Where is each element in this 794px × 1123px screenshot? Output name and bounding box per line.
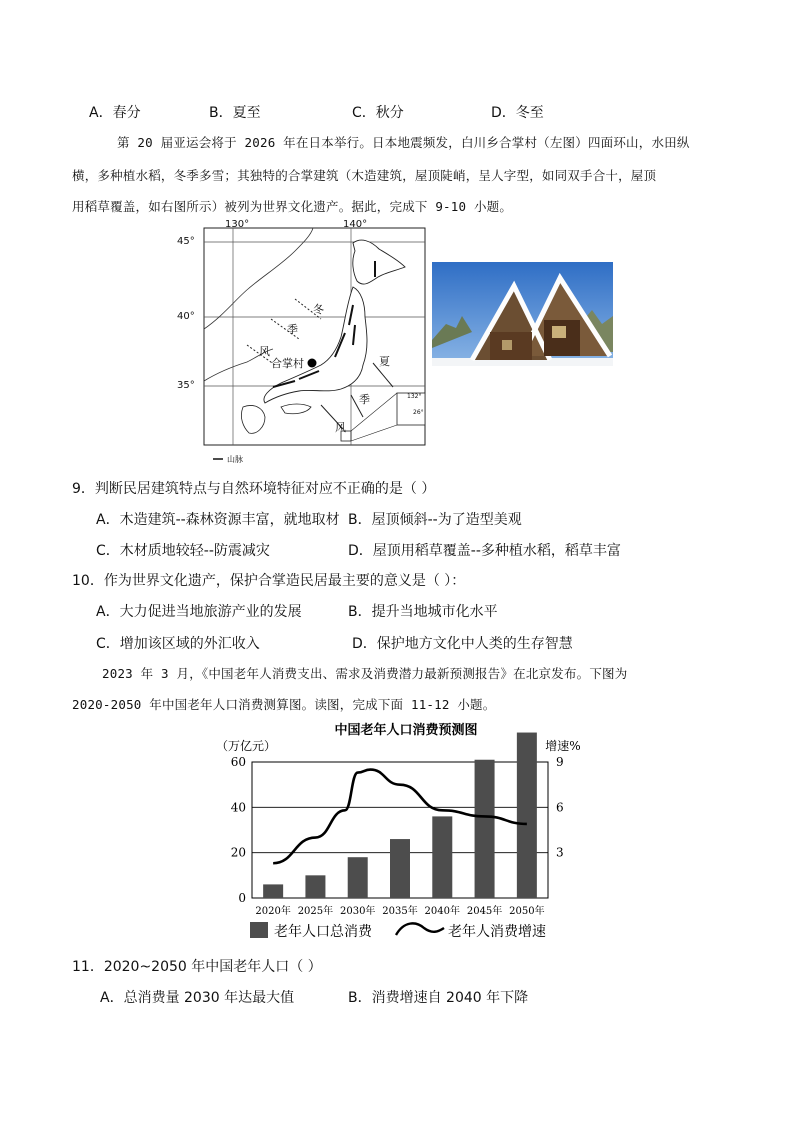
- hokkaido: [353, 240, 405, 284]
- x-tick-label: 2035年: [382, 906, 418, 917]
- legend-bar-swatch: [250, 922, 268, 938]
- legend-mountain-label: 山脉: [227, 455, 243, 464]
- y-axis-right-label: 增速%: [545, 739, 581, 753]
- x-tick-label: 2040年: [424, 906, 461, 917]
- q9-option-c: C．木材质地较轻--防震减灾: [96, 543, 270, 559]
- intro-9-10-line-3: 用稻草覆盖，如右图所示）被列为世界文化遗产。据此，完成下 9-10 小题。: [72, 199, 513, 214]
- q9-stem: 9．判断民居建筑特点与自然环境特征对应不正确的是（ ）: [72, 481, 436, 497]
- summer-label-3: 风: [335, 421, 346, 434]
- q8-option-d: D．冬至: [491, 105, 544, 121]
- q10-option-c: C．增加该区域的外汇收入: [96, 636, 260, 652]
- q10-option-d: D．保护地方文化中人类的生存智慧: [352, 636, 573, 652]
- village-marker: [308, 359, 317, 368]
- q9-option-d: D．屋顶用稻草覆盖--多种植水稻，稻草丰富: [348, 543, 621, 559]
- y-right-tick-label: 6: [556, 800, 564, 815]
- q8-option-c: C．秋分: [352, 105, 404, 121]
- village-label: 合掌村: [271, 357, 304, 370]
- inset-lon-label: 132°: [407, 393, 422, 400]
- continent-coast: [204, 228, 313, 329]
- lat-35-label: 35°: [177, 380, 195, 391]
- gassho-house-photo: [432, 262, 613, 386]
- y-axis-left-label: （万亿元）: [215, 739, 277, 753]
- lat-40-label: 40°: [177, 311, 195, 322]
- q9-option-a: A．木造建筑--森林资源丰富，就地取材: [96, 512, 340, 528]
- kyushu: [241, 405, 265, 433]
- lon-130-label: 130°: [225, 219, 250, 230]
- q10-option-b: B．提升当地城市化水平: [348, 604, 498, 620]
- q10-option-a: A．大力促进当地旅游产业的发展: [96, 604, 302, 620]
- lon-140-label: 140°: [343, 219, 368, 230]
- inset-lat-label: 26°: [413, 409, 424, 416]
- elderly-consumption-chart: [215, 718, 586, 950]
- bar: [390, 839, 410, 898]
- lat-45-label: 45°: [177, 236, 195, 247]
- summer-label-1: 夏: [379, 355, 390, 368]
- intro-11-12-line-1: 2023 年 3 月，《中国老年人消费支出、需求及消费潜力最新预测报告》在北京发布。下图为: [102, 666, 628, 681]
- q11-option-a: A．总消费量 2030 年达最大值: [100, 990, 295, 1006]
- y-left-tick-label: 60: [230, 755, 246, 769]
- q11-option-b: B．消费增速自 2040 年下降: [348, 990, 529, 1006]
- chart-title: 中国老年人口消费预测图: [334, 723, 478, 738]
- japan-map-figure: [177, 219, 427, 464]
- q10-stem: 10．作为世界文化遗产，保护合掌造民居最主要的意义是（ ）：: [72, 573, 466, 589]
- legend-bar-label: 老年人口总消费: [274, 924, 372, 940]
- x-tick-label: 2050年: [509, 906, 545, 917]
- y-left-tick-label: 40: [230, 800, 246, 815]
- legend-line-swatch: [396, 923, 444, 935]
- bar: [432, 816, 452, 898]
- winter-label-2: 季: [287, 323, 298, 336]
- y-right-tick-label: 9: [556, 755, 564, 769]
- q8-option-b: B．夏至: [209, 105, 261, 121]
- legend-line-label: 老年人消费增速: [448, 924, 546, 940]
- bar: [263, 884, 283, 898]
- intro-11-12-line-2: 2020-2050 年中国老年人口消费测算图。读图，完成下面 11-12 小题。: [72, 697, 496, 712]
- intro-9-10-line-1: 第 20 届亚运会将于 2026 年在日本举行。日本地震频发，白川乡合掌村（左图）四面环山，水田纵: [117, 135, 690, 150]
- y-right-tick-label: 3: [556, 845, 564, 860]
- x-tick-label: 2025年: [297, 906, 334, 917]
- y-left-tick-label: 0: [238, 891, 246, 905]
- bar: [348, 857, 368, 898]
- bar: [517, 733, 537, 898]
- q9-option-b: B．屋顶倾斜--为了造型美观: [348, 512, 522, 528]
- summer-label-2: 季: [359, 393, 370, 406]
- bar: [475, 760, 495, 898]
- q8-option-a: A．春分: [89, 105, 141, 121]
- x-tick-label: 2030年: [339, 906, 376, 917]
- q11-stem: 11．2020~2050 年中国老年人口（ ）: [72, 959, 322, 975]
- winter-label-3: 风: [259, 345, 270, 358]
- winter-label-1: 冬: [313, 303, 324, 316]
- x-tick-label: 2045年: [466, 906, 503, 917]
- intro-9-10-line-2: 横，多种植水稻，冬季多雪；其独特的合掌建筑（木造建筑，屋顶陡峭，呈人字型，如同双手合十，屋顶: [72, 168, 657, 183]
- y-left-tick-label: 20: [230, 845, 246, 860]
- shikoku: [281, 404, 311, 414]
- bar: [305, 875, 325, 898]
- x-tick-label: 2020年: [255, 906, 291, 917]
